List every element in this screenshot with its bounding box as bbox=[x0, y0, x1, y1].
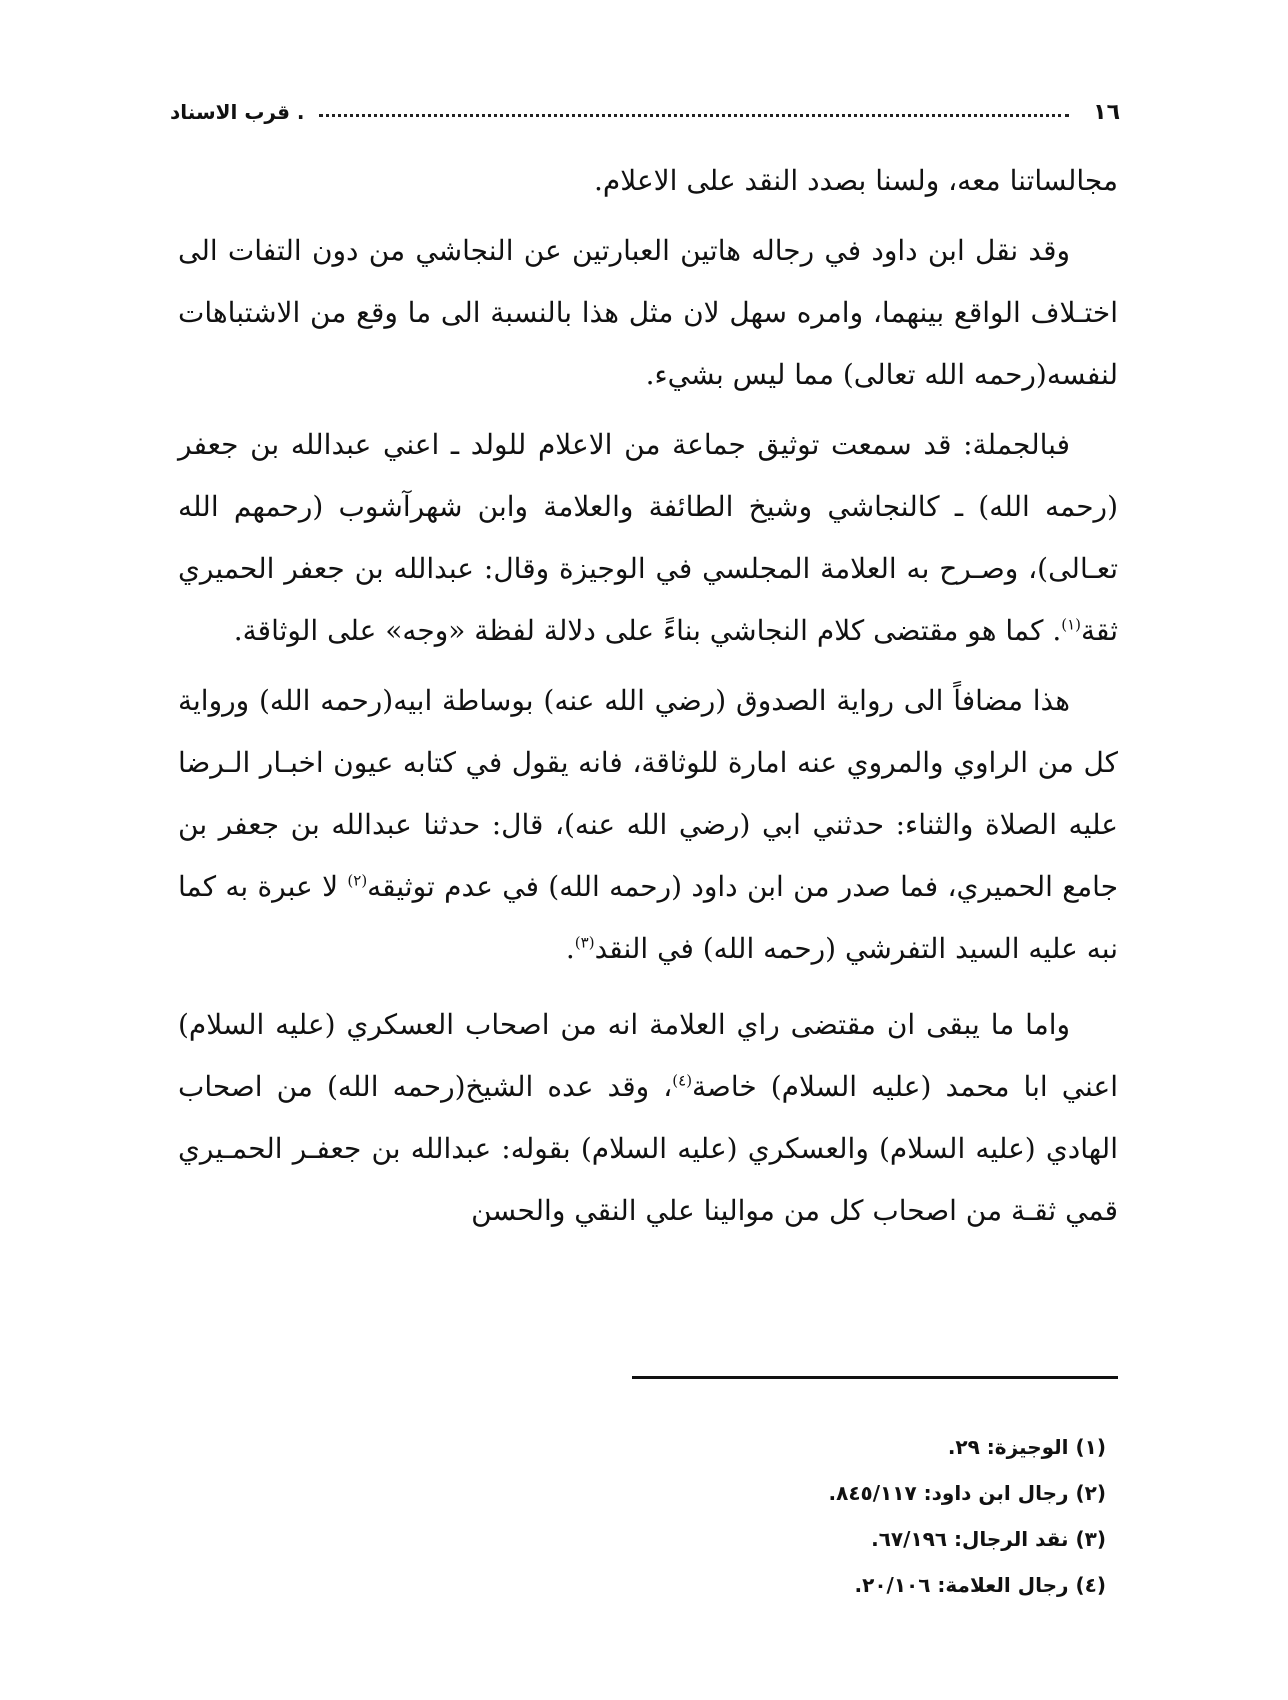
footnote: (٣) نقد الرجال: ٦٧/١٩٦. bbox=[871, 1527, 1106, 1551]
page-number: ١٦ bbox=[1093, 99, 1120, 125]
footnote: (٤) رجال العلامة: ٢٠/١٠٦. bbox=[854, 1573, 1106, 1597]
paragraph-text: وقد نقل ابن داود في رجاله هاتين العبارتين عن النجاشي من دون التفات الى اختـلاف الواقع بينهما، وامره سهل لان مثل هذا بالنسبة الى ما وقع من الاشتباهات لنفسه(رحمه الله تعالى) مما ليس بشيء. bbox=[178, 234, 1118, 391]
footnote: (٢) رجال ابن داود: ٨٤٥/١١٧. bbox=[828, 1481, 1106, 1505]
paragraph bbox=[178, 150, 1118, 212]
paragraph bbox=[178, 670, 1118, 980]
paragraph-text: فبالجملة: قد سمعت توثيق جماعة من الاعلام للولد ـ اعني عبدالله بن جعفر (رحمه الله) ـ كالنجاشي وشيخ الطائفة والعلامة وابن شهرآشوب (رحمهم الله تعـالى)، وصـرح به العلامة المجلسي في الوجيزة وقال: عبدالله بن جعفر الحميري ثقة bbox=[178, 428, 1119, 647]
footnote-ref[interactable]: (٤) bbox=[672, 1071, 693, 1090]
running-header bbox=[170, 92, 1120, 132]
paragraph bbox=[178, 414, 1118, 662]
paragraph-text: . كما هو مقتضى كلام النجاشي بناءً على دلالة لفظة «وجه» على الوثاقة. bbox=[233, 614, 1062, 647]
footnote-ref[interactable]: (٣) bbox=[574, 933, 595, 952]
book-title: . قرب الاسناد bbox=[170, 100, 305, 124]
paragraph-text: واما ما يبقى ان مقتضى راي العلامة انه من اصحاب العسكري (عليه السلام) اعني ابا محمد (عليه السلام) خاصة bbox=[178, 1008, 1118, 1103]
footnote: (١) الوجيزة: ٢٩. bbox=[947, 1435, 1106, 1459]
paragraph bbox=[178, 994, 1118, 1242]
footnotes bbox=[178, 1424, 1118, 1608]
paragraph-text: مجالساتنا معه، ولسنا بصدد النقد على الاعلام. bbox=[594, 164, 1118, 197]
paragraph-text: هذا مضافاً الى رواية الصدوق (رضي الله عنه) بوساطة ابيه(رحمه الله) ورواية كل من الراوي والمروي عنه امارة للوثاقة، فانه يقول في كتابه عيون اخبـار الـرضا عليه الصلاة والثناء: حدثني ابي (رضي الله عنه)، قال: حدثنا عبدالله بن جعفر بن جامع الحميري، فما صدر من ابن داود (رحمه الله) في عدم توثيقه bbox=[178, 684, 1119, 903]
paragraph-text: لا عبرة به كما نبه عليه السيد التفرشي (رحمه الله) في النقد bbox=[178, 870, 1118, 965]
paragraph-text: ، وقد عده الشيخ(رحمه الله) من اصحاب الهادي (عليه السلام) والعسكري (عليه السلام) بقوله: عبدالله بن جعفـر الحمـيري قمي ثقـة من اصحاب كل من موالينا علي النقي والحسن bbox=[178, 1070, 1118, 1227]
dotted-leader bbox=[319, 114, 1070, 117]
footnote-ref[interactable]: (١) bbox=[1061, 615, 1082, 634]
main-text bbox=[178, 150, 1118, 1250]
paragraph bbox=[178, 220, 1118, 406]
footnote-divider bbox=[632, 1376, 1118, 1379]
paragraph-text: . bbox=[565, 932, 575, 965]
footnote-ref[interactable]: (٢) bbox=[347, 871, 368, 890]
